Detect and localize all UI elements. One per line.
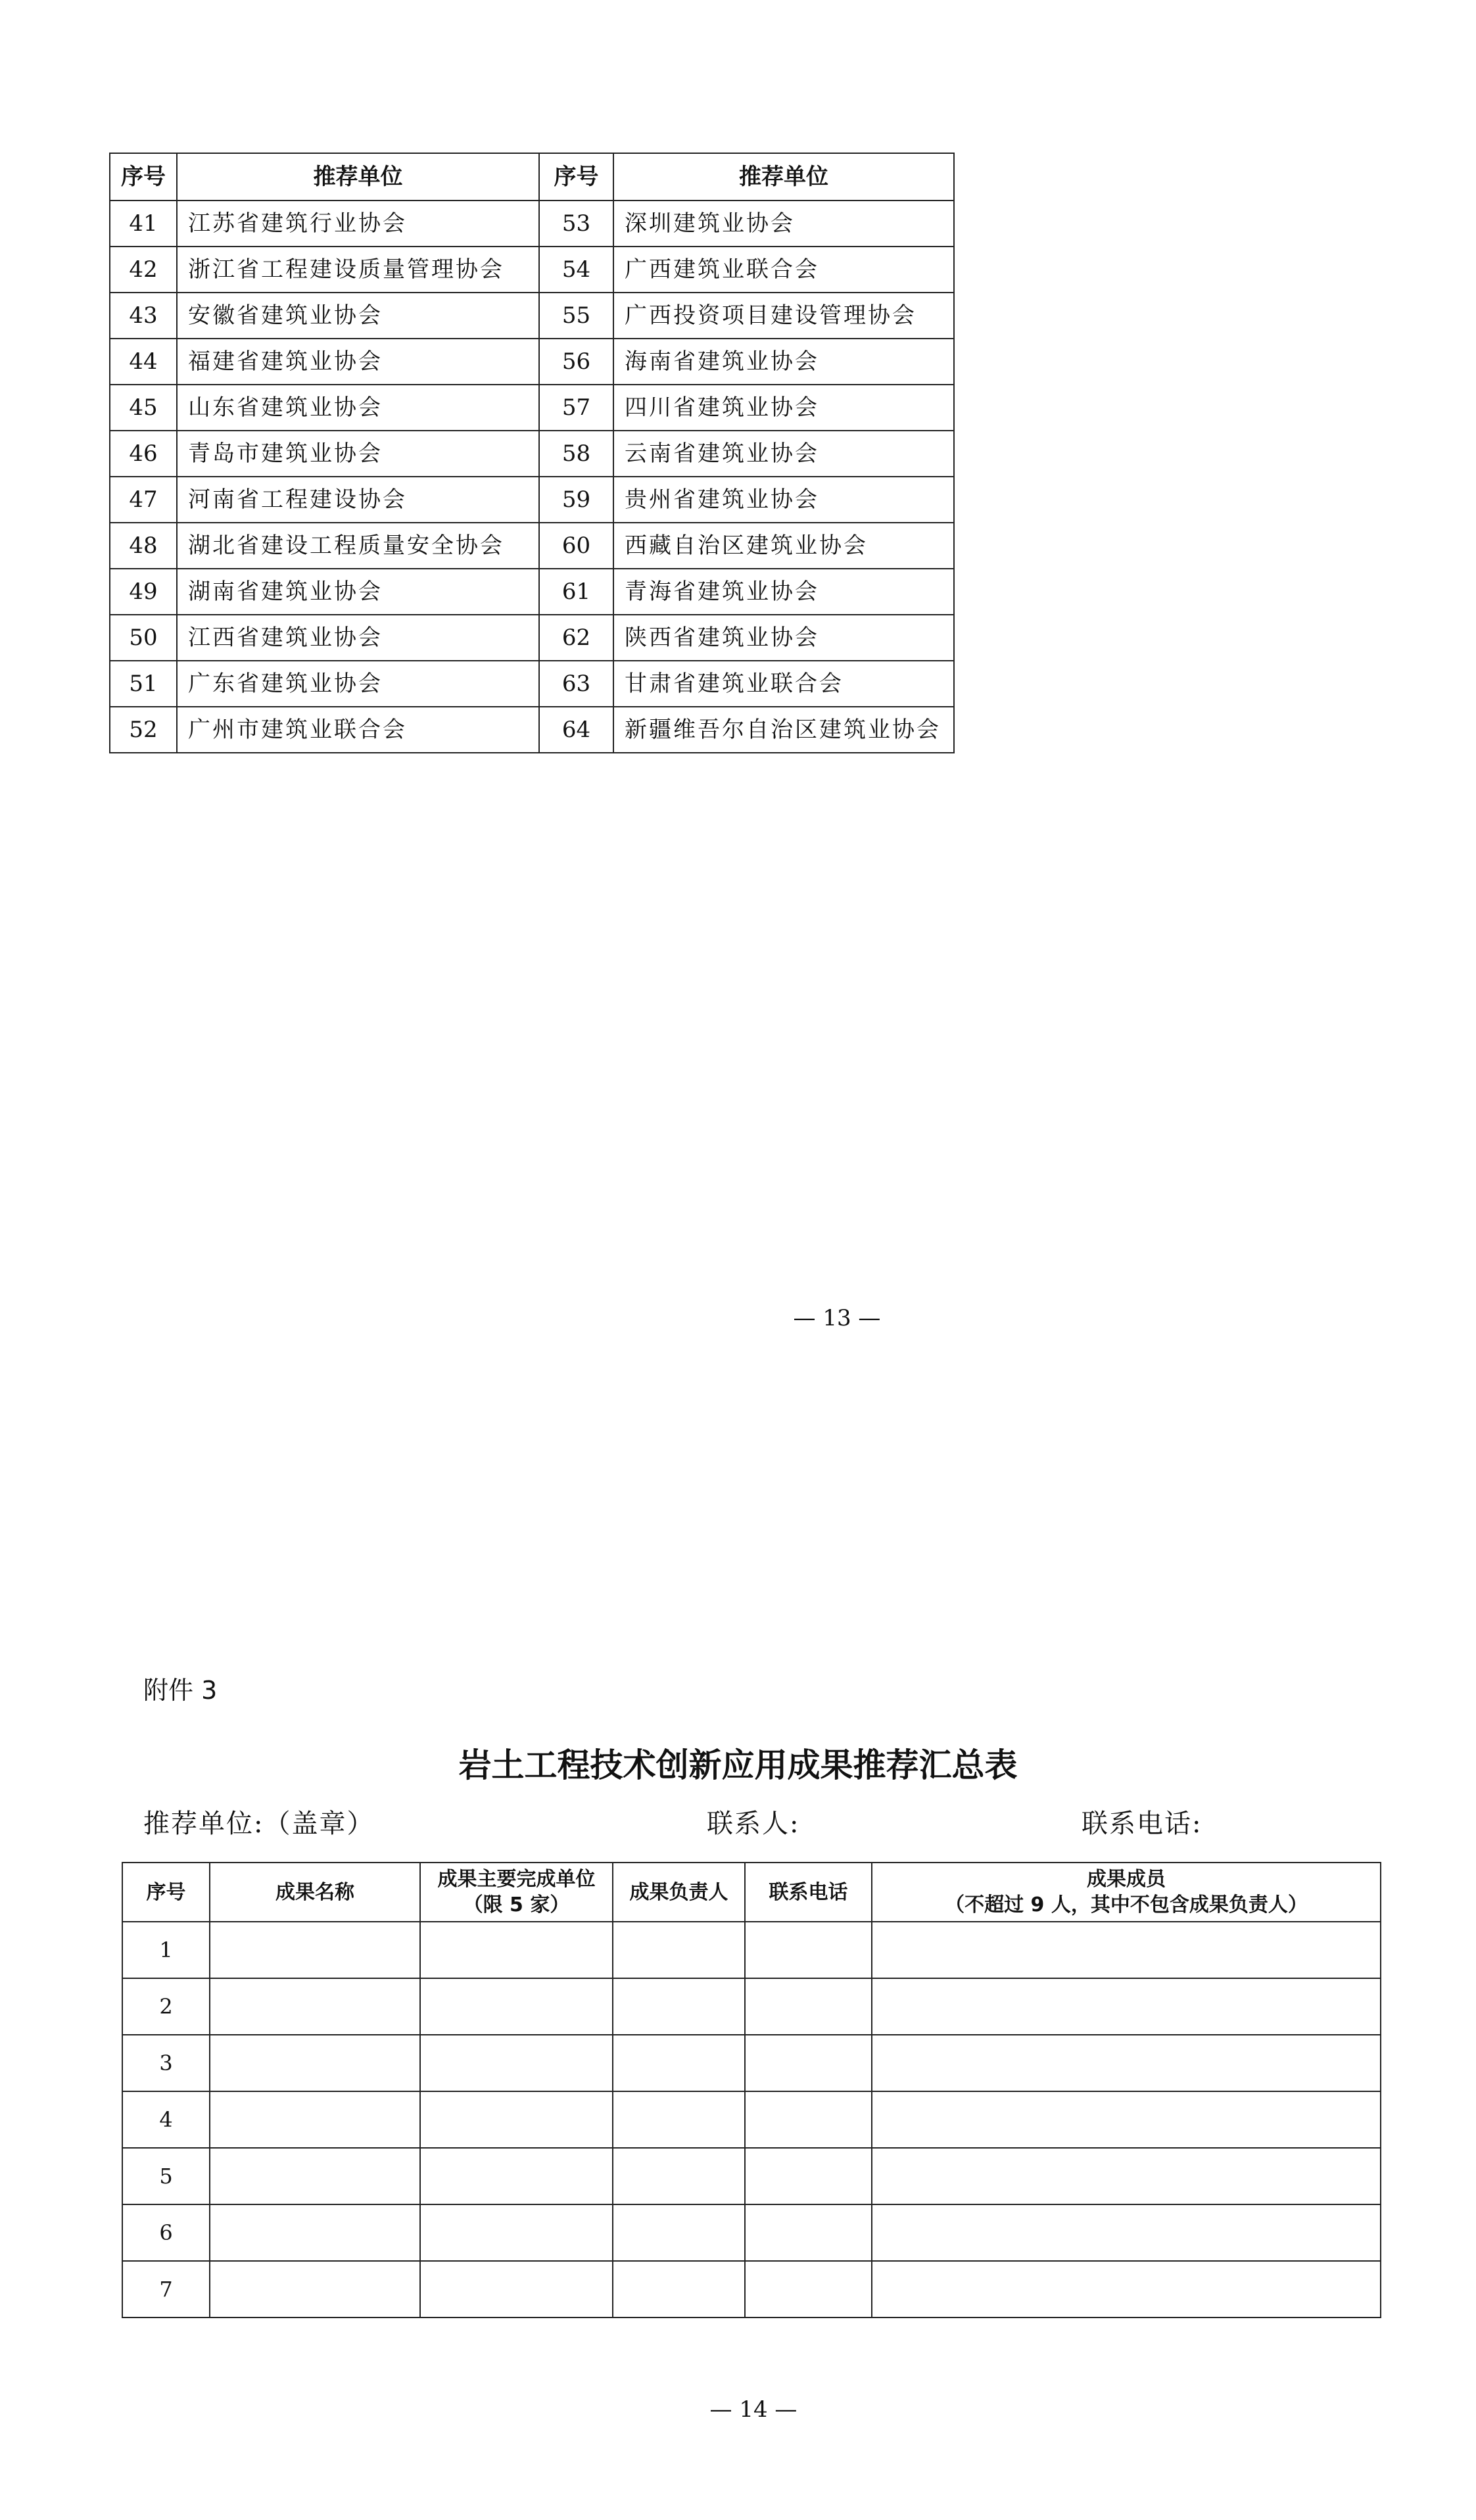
unit-cell: 广东省建筑业协会 bbox=[177, 661, 539, 707]
unit-cell: 海南省建筑业协会 bbox=[613, 339, 954, 385]
seq-cell: 43 bbox=[110, 293, 177, 339]
table-row bbox=[110, 615, 954, 661]
tel-cell[interactable] bbox=[745, 2204, 872, 2261]
name-header: 成果名称 bbox=[210, 1863, 420, 1922]
unit-cell: 湖南省建筑业协会 bbox=[177, 569, 539, 615]
seq-cell: 4 bbox=[122, 2091, 210, 2148]
table-row bbox=[110, 431, 954, 477]
attachment-label: 附件 3 bbox=[143, 1676, 218, 1705]
seq-cell: 61 bbox=[539, 569, 613, 615]
table-header-row bbox=[110, 153, 954, 201]
seq-cell: 63 bbox=[539, 661, 613, 707]
table-row bbox=[110, 339, 954, 385]
units-cell[interactable] bbox=[420, 2261, 613, 2318]
name-cell[interactable] bbox=[210, 1978, 420, 2035]
seq-cell: 2 bbox=[122, 1978, 210, 2035]
contact-label: 联系人: bbox=[707, 1809, 800, 1839]
members-header bbox=[872, 1863, 1381, 1922]
members-header-line2: （不超过 9 人，其中不包含成果负责人） bbox=[945, 1893, 1308, 1916]
unit-header: 推荐单位 bbox=[613, 153, 954, 201]
name-cell[interactable] bbox=[210, 1922, 420, 1978]
seq-cell: 50 bbox=[110, 615, 177, 661]
name-cell[interactable] bbox=[210, 2035, 420, 2091]
table-row bbox=[122, 1978, 1381, 2035]
table-row bbox=[122, 2035, 1381, 2091]
seq-cell: 64 bbox=[539, 707, 613, 753]
members-cell[interactable] bbox=[872, 2091, 1381, 2148]
unit-cell: 青岛市建筑业协会 bbox=[177, 431, 539, 477]
tel-cell[interactable] bbox=[745, 2261, 872, 2318]
table-row bbox=[110, 707, 954, 753]
unit-cell: 安徽省建筑业协会 bbox=[177, 293, 539, 339]
seq-cell: 56 bbox=[539, 339, 613, 385]
unit-cell: 山东省建筑业协会 bbox=[177, 385, 539, 431]
seq-header: 序号 bbox=[122, 1863, 210, 1922]
seq-cell: 6 bbox=[122, 2204, 210, 2261]
unit-cell: 福建省建筑业协会 bbox=[177, 339, 539, 385]
page-number: — 14 — bbox=[709, 2396, 798, 2423]
seq-header: 序号 bbox=[110, 153, 177, 201]
unit-cell: 江苏省建筑行业协会 bbox=[177, 201, 539, 247]
tel-cell[interactable] bbox=[745, 1922, 872, 1978]
seq-cell: 7 bbox=[122, 2261, 210, 2318]
recommender-table bbox=[109, 153, 955, 753]
units-cell[interactable] bbox=[420, 2148, 613, 2204]
seq-cell: 60 bbox=[539, 523, 613, 569]
leader-cell[interactable] bbox=[613, 2035, 745, 2091]
unit-cell: 广西建筑业联合会 bbox=[613, 247, 954, 293]
leader-cell[interactable] bbox=[613, 2261, 745, 2318]
unit-cell: 湖北省建设工程质量安全协会 bbox=[177, 523, 539, 569]
tel-cell[interactable] bbox=[745, 1978, 872, 2035]
unit-header: 推荐单位 bbox=[177, 153, 539, 201]
unit-cell: 新疆维吾尔自治区建筑业协会 bbox=[613, 707, 954, 753]
table-row bbox=[110, 293, 954, 339]
unit-cell: 西藏自治区建筑业协会 bbox=[613, 523, 954, 569]
table-row bbox=[122, 2148, 1381, 2204]
members-cell[interactable] bbox=[872, 2261, 1381, 2318]
units-cell[interactable] bbox=[420, 1922, 613, 1978]
seq-cell: 5 bbox=[122, 2148, 210, 2204]
seq-cell: 51 bbox=[110, 661, 177, 707]
phone-label: 联系电话: bbox=[1082, 1809, 1202, 1839]
members-header-line1: 成果成员 bbox=[1087, 1868, 1166, 1891]
units-cell[interactable] bbox=[420, 2035, 613, 2091]
units-header-line1: 成果主要完成单位 bbox=[437, 1868, 596, 1891]
table-row bbox=[110, 569, 954, 615]
leader-cell[interactable] bbox=[613, 2204, 745, 2261]
seq-cell: 59 bbox=[539, 477, 613, 523]
table-row bbox=[122, 1922, 1381, 1978]
table-row bbox=[110, 385, 954, 431]
leader-cell[interactable] bbox=[613, 1922, 745, 1978]
table-row bbox=[110, 523, 954, 569]
units-cell[interactable] bbox=[420, 2091, 613, 2148]
units-header bbox=[420, 1863, 613, 1922]
seq-cell: 54 bbox=[539, 247, 613, 293]
seq-cell: 52 bbox=[110, 707, 177, 753]
seq-cell: 58 bbox=[539, 431, 613, 477]
unit-cell: 四川省建筑业协会 bbox=[613, 385, 954, 431]
seq-cell: 1 bbox=[122, 1922, 210, 1978]
seq-cell: 3 bbox=[122, 2035, 210, 2091]
unit-cell: 河南省工程建设协会 bbox=[177, 477, 539, 523]
table-row bbox=[110, 247, 954, 293]
table-row bbox=[110, 477, 954, 523]
seq-cell: 48 bbox=[110, 523, 177, 569]
seq-cell: 55 bbox=[539, 293, 613, 339]
seq-cell: 45 bbox=[110, 385, 177, 431]
unit-cell: 江西省建筑业协会 bbox=[177, 615, 539, 661]
members-cell[interactable] bbox=[872, 2204, 1381, 2261]
name-cell[interactable] bbox=[210, 2204, 420, 2261]
tel-cell[interactable] bbox=[745, 2148, 872, 2204]
unit-cell: 陕西省建筑业协会 bbox=[613, 615, 954, 661]
unit-cell: 贵州省建筑业协会 bbox=[613, 477, 954, 523]
tel-cell[interactable] bbox=[745, 2035, 872, 2091]
units-header-line2: （限 5 家） bbox=[463, 1893, 570, 1916]
members-cell[interactable] bbox=[872, 1978, 1381, 2035]
seq-cell: 46 bbox=[110, 431, 177, 477]
leader-cell[interactable] bbox=[613, 2091, 745, 2148]
table-row bbox=[122, 2261, 1381, 2318]
seq-cell: 53 bbox=[539, 201, 613, 247]
seq-cell: 57 bbox=[539, 385, 613, 431]
page-title: 岩土工程技术创新应用成果推荐汇总表 bbox=[458, 1746, 1018, 1784]
table-row bbox=[122, 2204, 1381, 2261]
unit-cell: 广西投资项目建设管理协会 bbox=[613, 293, 954, 339]
units-cell[interactable] bbox=[420, 2204, 613, 2261]
table-header-row bbox=[122, 1863, 1381, 1922]
leader-cell[interactable] bbox=[613, 2148, 745, 2204]
leader-cell[interactable] bbox=[613, 1978, 745, 2035]
unit-cell: 深圳建筑业协会 bbox=[613, 201, 954, 247]
recommender-label: 推荐单位:（盖章） bbox=[143, 1809, 375, 1839]
unit-cell: 广州市建筑业联合会 bbox=[177, 707, 539, 753]
tel-header: 联系电话 bbox=[745, 1863, 872, 1922]
name-cell[interactable] bbox=[210, 2148, 420, 2204]
table-row bbox=[122, 2091, 1381, 2148]
seq-header: 序号 bbox=[539, 153, 613, 201]
unit-cell: 云南省建筑业协会 bbox=[613, 431, 954, 477]
seq-cell: 62 bbox=[539, 615, 613, 661]
units-cell[interactable] bbox=[420, 1978, 613, 2035]
unit-cell: 青海省建筑业协会 bbox=[613, 569, 954, 615]
table-row bbox=[110, 201, 954, 247]
name-cell[interactable] bbox=[210, 2261, 420, 2318]
page-number: — 13 — bbox=[793, 1305, 881, 1331]
tel-cell[interactable] bbox=[745, 2091, 872, 2148]
table-row bbox=[110, 661, 954, 707]
unit-cell: 浙江省工程建设质量管理协会 bbox=[177, 247, 539, 293]
unit-cell: 甘肃省建筑业联合会 bbox=[613, 661, 954, 707]
name-cell[interactable] bbox=[210, 2091, 420, 2148]
members-cell[interactable] bbox=[872, 2035, 1381, 2091]
members-cell[interactable] bbox=[872, 2148, 1381, 2204]
seq-cell: 41 bbox=[110, 201, 177, 247]
seq-cell: 42 bbox=[110, 247, 177, 293]
members-cell[interactable] bbox=[872, 1922, 1381, 1978]
summary-table bbox=[122, 1862, 1381, 2318]
seq-cell: 49 bbox=[110, 569, 177, 615]
seq-cell: 44 bbox=[110, 339, 177, 385]
leader-header: 成果负责人 bbox=[613, 1863, 745, 1922]
seq-cell: 47 bbox=[110, 477, 177, 523]
